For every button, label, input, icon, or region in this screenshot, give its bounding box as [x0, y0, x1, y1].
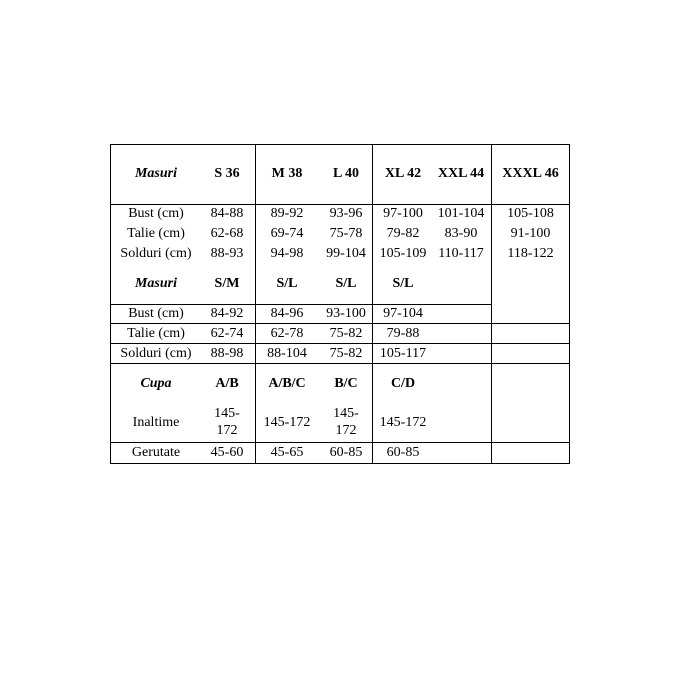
- cup-size: A/B/C: [268, 376, 306, 391]
- column-divider: [491, 144, 492, 463]
- size-header: S/L: [335, 276, 357, 291]
- table-cell: 88-98: [210, 346, 244, 361]
- row-label: Inaltime: [132, 415, 180, 430]
- table-cell: 84-96: [270, 306, 304, 321]
- table-cell: 105-117: [379, 346, 427, 361]
- table-cell: 62-78: [270, 326, 304, 341]
- row-divider: [110, 363, 569, 364]
- row-label: Gerutate: [131, 445, 181, 460]
- table-cell: 45-65: [270, 445, 304, 460]
- table-cell: 105-109: [379, 246, 427, 261]
- masuri-header: Masuri: [134, 276, 178, 291]
- table-cell: 101-104: [437, 206, 485, 221]
- table-cell: 89-92: [270, 206, 304, 221]
- row-divider: [110, 204, 569, 205]
- table-cell: 99-104: [326, 246, 366, 261]
- table-cell: 118-122: [507, 246, 554, 261]
- table-cell: 75-78: [329, 226, 363, 241]
- size-header: S/L: [276, 276, 298, 291]
- row-label: Talie (cm): [127, 326, 185, 341]
- cup-size: B/C: [334, 376, 358, 391]
- table-cell: 75-82: [329, 326, 363, 341]
- table-cell: 93-96: [329, 206, 363, 221]
- table-cell: 88-104: [267, 346, 307, 361]
- table-cell: 60-85: [329, 445, 363, 460]
- size-header: S/M: [214, 276, 240, 291]
- table-cell: 75-82: [329, 346, 363, 361]
- table-cell: 110-117: [438, 246, 484, 261]
- table-cell: 79-88: [386, 326, 420, 341]
- cupa-header: Cupa: [140, 376, 172, 391]
- column-divider: [372, 144, 373, 463]
- table-cell: 84-88: [210, 206, 244, 221]
- row-divider: [110, 323, 569, 324]
- cup-size: C/D: [390, 376, 416, 391]
- size-header: M 38: [271, 166, 303, 181]
- row-divider: [110, 442, 569, 443]
- table-cell: 60-85: [386, 445, 420, 460]
- row-label: Bust (cm): [128, 306, 184, 321]
- table-cell: 62-68: [210, 226, 244, 241]
- column-divider: [255, 144, 256, 463]
- table-cell: 145-172: [333, 406, 359, 438]
- row-label: Bust (cm): [128, 206, 184, 221]
- table-cell: 97-100: [383, 206, 423, 221]
- table-cell: 93-100: [326, 306, 366, 321]
- table-cell: 145-172: [379, 415, 427, 430]
- size-header: XXXL 46: [502, 166, 559, 181]
- row-divider: [110, 304, 491, 305]
- size-header: L 40: [332, 166, 360, 181]
- size-header: S/L: [392, 276, 414, 291]
- table-cell: 62-74: [210, 326, 244, 341]
- table-cell: 88-93: [210, 246, 244, 261]
- size-chart-table: [110, 144, 569, 463]
- size-header: S 36: [214, 166, 240, 181]
- size-header: XXL 44: [437, 166, 485, 181]
- table-cell: 97-104: [383, 306, 423, 321]
- table-cell: 83-90: [444, 226, 478, 241]
- table-cell: 69-74: [270, 226, 304, 241]
- table-cell: 84-92: [210, 306, 244, 321]
- table-cell: 105-108: [507, 206, 554, 221]
- row-label: Solduri (cm): [120, 346, 192, 361]
- size-header: XL 42: [384, 166, 422, 181]
- row-label: Talie (cm): [127, 226, 185, 241]
- table-cell: 145-172: [214, 406, 240, 438]
- row-divider: [110, 343, 569, 344]
- row-label: Solduri (cm): [120, 246, 192, 261]
- masuri-header: Masuri: [134, 166, 178, 181]
- table-cell: 145-172: [263, 415, 311, 430]
- table-cell: 45-60: [210, 445, 244, 460]
- table-cell: 94-98: [270, 246, 304, 261]
- table-cell: 91-100: [510, 226, 551, 241]
- table-cell: 79-82: [386, 226, 420, 241]
- cup-size: A/B: [215, 376, 239, 391]
